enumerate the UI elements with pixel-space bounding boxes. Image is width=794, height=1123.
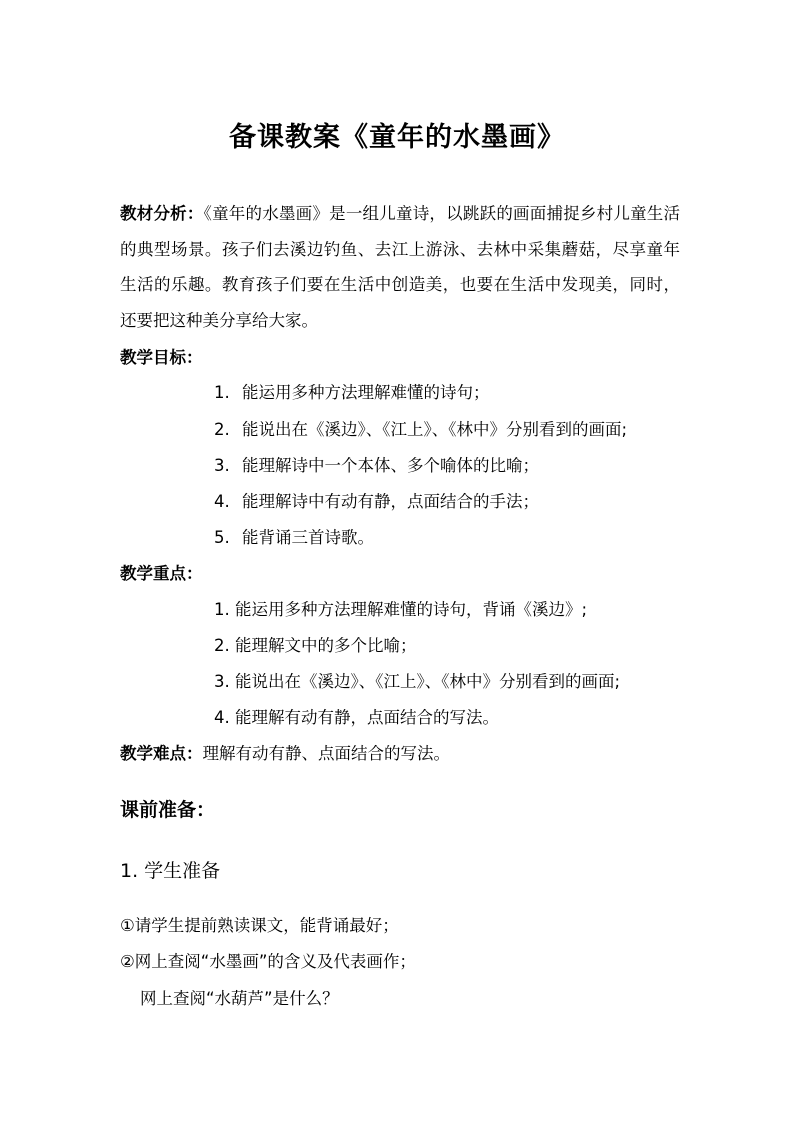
goals-heading: 教学目标： <box>120 348 203 367</box>
preparation-item: ②网上查阅“水墨画”的含义及代表画作； <box>120 952 416 971</box>
goal-item <box>214 526 374 550</box>
document-title: 备课教案《童年的水墨画》 <box>229 122 565 153</box>
focus-item: 3. 能说出在《溪边》、《江上》、《林中》分别看到的画面; <box>214 672 621 691</box>
goal-number: 2. <box>214 420 230 439</box>
goal-text: 能理解诗中有动有静，点面结合的手法； <box>242 492 539 511</box>
focus-item: 4. 能理解有动有静，点面结合的写法。 <box>214 708 499 727</box>
difficulty-text: 理解有动有静、点面结合的写法。 <box>202 744 450 763</box>
goal-item <box>214 418 627 442</box>
student-preparation-subtitle: 1. 学生准备 <box>120 860 221 882</box>
analysis-label: 教材分析： <box>120 204 204 223</box>
analysis-paragraph <box>120 196 680 338</box>
goal-text: 能背诵三首诗歌。 <box>242 528 374 547</box>
focus-item: 2. 能理解文中的多个比喻； <box>214 636 417 655</box>
preparation-title: 课前准备： <box>120 799 216 821</box>
difficulty-line <box>120 742 450 766</box>
difficulty-label: 教学难点： <box>120 744 203 763</box>
goal-number: 5. <box>214 528 230 547</box>
focus-item: 1. 能运用多种方法理解难懂的诗句，背诵《溪边》; <box>214 600 588 619</box>
analysis-text: 《童年的水墨画》是一组儿童诗，以跳跃的画面捕捉乡村儿童生活的典型场景。孩子们去溪边钓鱼、去江上游泳、去林中采集蘑菇，尽享童年生活的乐趣。教育孩子们要在生活中创造美，也要在生活中发现美，同时，还要把这种美分享给大家。 <box>120 204 681 330</box>
goal-item <box>214 490 539 514</box>
focus-heading: 教学重点： <box>120 564 203 583</box>
goal-text: 能运用多种方法理解难懂的诗句； <box>242 383 490 402</box>
goal-number: 4. <box>214 492 230 511</box>
goal-item <box>214 381 490 405</box>
preparation-item: ①请学生提前熟读课文，能背诵最好； <box>120 916 399 935</box>
goal-number: 1. <box>214 383 230 402</box>
goal-number: 3. <box>214 456 230 475</box>
goal-text: 能说出在《溪边》、《江上》、《林中》分别看到的画面; <box>242 420 628 439</box>
preparation-item: 网上查阅“水葫芦”是什么？ <box>140 989 339 1008</box>
goal-item <box>214 454 539 478</box>
goal-text: 能理解诗中一个本体、多个喻体的比喻； <box>242 456 539 475</box>
